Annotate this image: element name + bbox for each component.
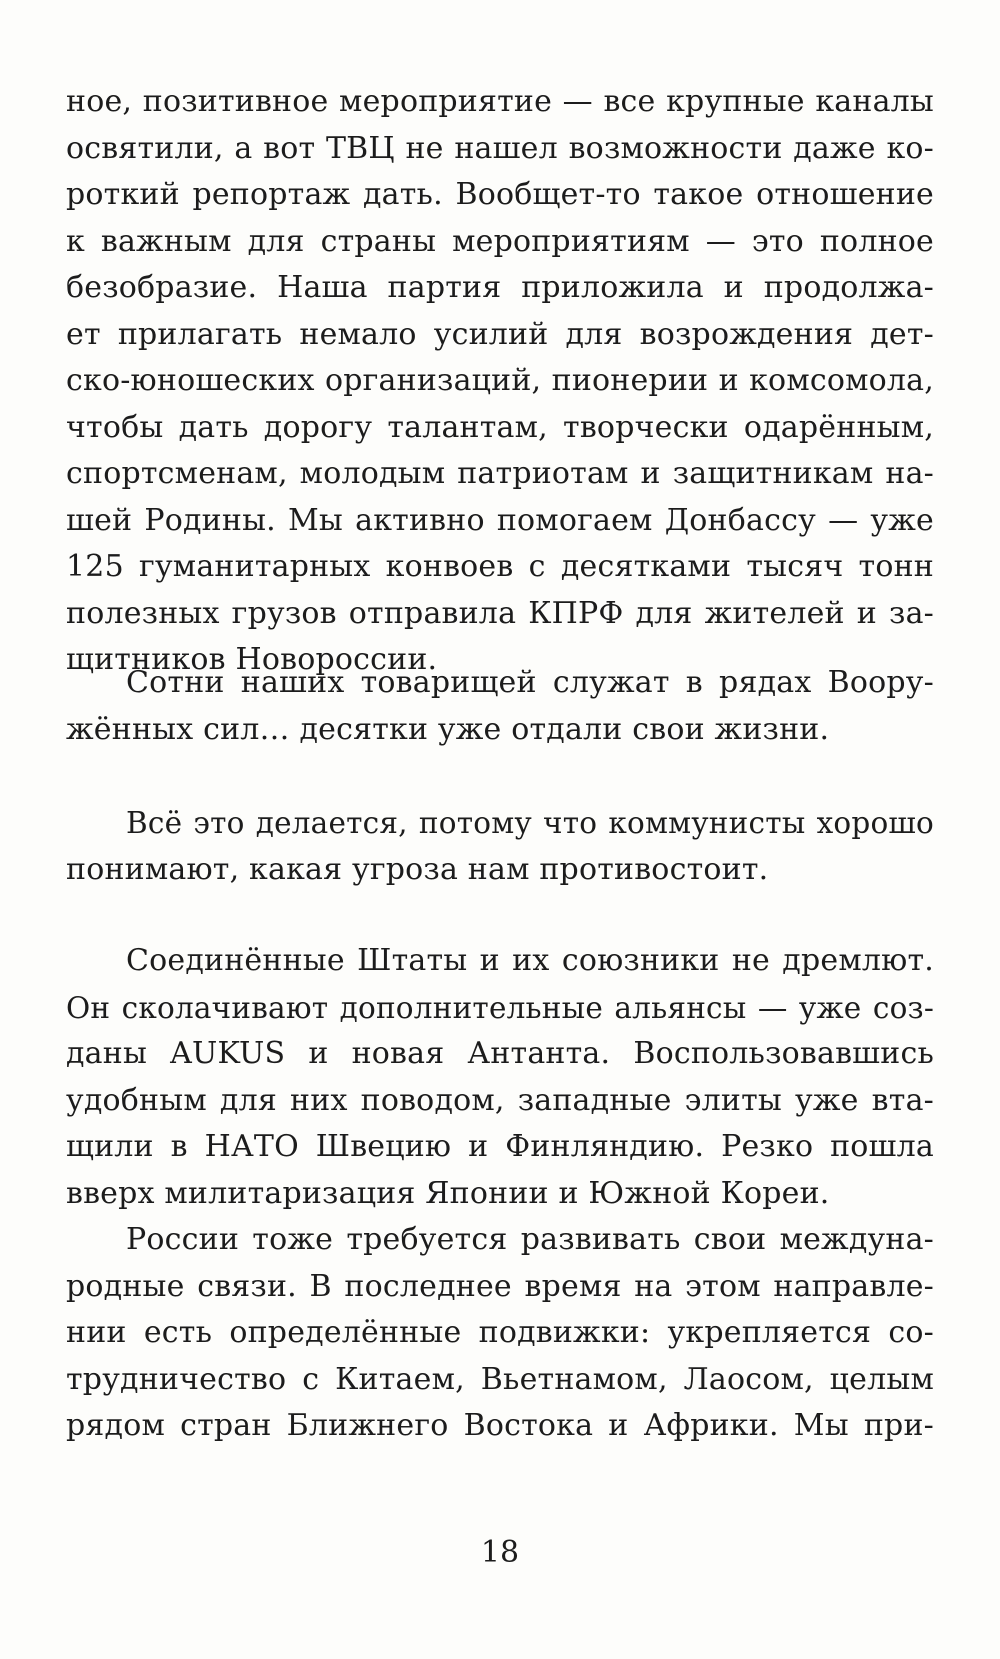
text-line: полезных грузов отправила КПРФ для жителей и за- (66, 595, 934, 631)
text-line: вверх милитаризация Японии и Южной Кореи. (66, 1175, 830, 1211)
text-line: чтобы дать дорогу талантам, творчески одарённым, (66, 409, 934, 445)
text-line: удобным для них поводом, западные элиты уже вта- (66, 1082, 934, 1118)
paragraph-2 (66, 660, 934, 753)
text-line: Он сколачивают дополнительные альянсы — уже соз- (66, 990, 934, 1025)
text-line: роткий репортаж дать. Вообщет-то такое отношение (66, 177, 934, 212)
text-line: рядом стран Ближнего Востока и Африки. Мы при- (66, 1408, 934, 1443)
paragraph-1 (66, 79, 934, 684)
text-line: ско-юношеских организаций, пионерии и комсомола, (66, 363, 934, 398)
text-line: Сотни наших товарищей служат в рядах Воору- (126, 665, 934, 700)
text-line: России тоже требуется развивать свои междуна- (126, 1222, 934, 1257)
text-line: понимают, какая угроза нам противостоит. (66, 851, 769, 887)
page-number: 18 (480, 1535, 520, 1570)
text-line: освятили, а вот ТВЦ не нашел возможности даже ко- (66, 130, 934, 166)
text-line: трудничество с Китаем, Вьетнамом, Лаосом, целым (66, 1361, 934, 1397)
text-line: к важным для страны мероприятиям — это полное (66, 223, 934, 259)
text-line: родные связи. В последнее время на этом направле- (66, 1268, 934, 1304)
text-line: безобразие. Наша партия приложила и продолжа- (66, 270, 934, 305)
text-line: жённых сил… десятки уже отдали свои жизни. (66, 711, 830, 747)
text-line: Соединённые Штаты и их союзники не дремлют. (126, 943, 934, 978)
text-line: Всё это делается, потому что коммунисты хорошо (126, 806, 934, 840)
text-line: ет прилагать немало усилий для возрождения дет- (66, 316, 934, 352)
paragraph-3 (66, 800, 934, 893)
text-line: щили в НАТО Швецию и Финляндию. Резко пошла (66, 1129, 934, 1164)
text-line: шей Родины. Мы активно помогаем Донбассу — уже (66, 502, 934, 538)
text-line: даны AUKUS и новая Антанта. Воспользовавшись (66, 1036, 934, 1071)
text-line: спортсменам, молодым патриотам и защитникам на- (66, 456, 934, 491)
text-line: ное, позитивное мероприятие — все крупные каналы (66, 84, 934, 119)
paragraph-4 (66, 938, 934, 1217)
text-line: 125 гуманитарных конвоев с десятками тысяч тонн (66, 549, 934, 584)
paragraph-5 (66, 1217, 934, 1450)
text-line: нии есть определённые подвижки: укрепляется со- (66, 1315, 934, 1350)
text-line: щитников Новороссии. (66, 642, 438, 677)
